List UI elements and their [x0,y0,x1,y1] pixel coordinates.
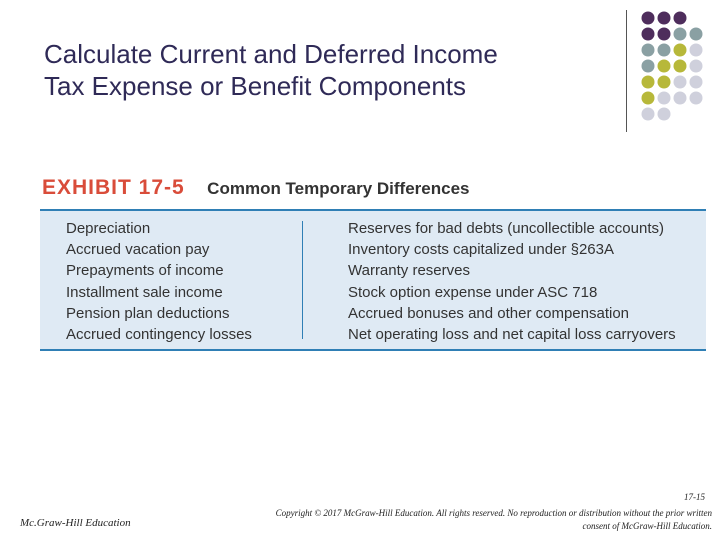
list-item: Net operating loss and net capital loss carryovers [348,326,676,344]
exhibit-body [40,211,706,349]
copyright-line-2: consent of McGraw-Hill Education. [582,521,712,531]
exhibit-title: Common Temporary Differences [207,179,470,198]
decorative-dot [642,92,655,105]
list-item: Prepayments of income [66,262,224,280]
exhibit-table [40,172,706,352]
list-item: Accrued vacation pay [66,241,210,259]
list-item: Accrued contingency losses [66,326,252,344]
decorative-dot [642,60,655,73]
decorative-dot-grid [640,10,720,130]
decorative-dot [690,60,703,73]
page-number: 17-15 [684,492,705,502]
decorative-dot [674,92,687,105]
slide-title [44,38,614,102]
decorative-dot [642,28,655,41]
decorative-dot [658,60,671,73]
list-item: Reserves for bad debts (uncollectible accounts) [348,220,664,237]
decorative-dot [690,76,703,89]
decorative-dot [674,28,687,41]
exhibit-bottom-rule [40,349,706,351]
decorative-dot [642,44,655,57]
decorative-dot [642,12,655,25]
decorative-dot [690,28,703,41]
decorative-dot [658,12,671,25]
decorative-dot [658,44,671,57]
decorative-dot [658,92,671,105]
decorative-dot [690,92,703,105]
decorative-dot [642,108,655,121]
slide-title-line-2: Tax Expense or Benefit Components [44,71,467,101]
list-item: Accrued bonuses and other compensation [348,304,630,322]
list-item: Pension plan deductions [66,304,230,322]
decorative-dot [690,44,703,57]
right-column-list [348,218,676,345]
decorative-vertical-line [626,10,627,132]
left-column-list [66,218,252,345]
decorative-dot [642,76,655,89]
publisher-label: Mc.Graw-Hill Education [20,517,131,529]
column-divider [302,221,303,339]
decorative-dot [674,44,687,57]
list-item: Installment sale income [66,283,223,301]
decorative-dot [658,76,671,89]
list-item: Stock option expense under ASC 718 [348,283,598,301]
decorative-dot [674,60,687,73]
list-item: Inventory costs capitalized under §263A [348,241,614,259]
list-item: Warranty reserves [348,262,470,280]
decorative-dot [658,28,671,41]
exhibit-header [42,176,469,206]
decorative-dot [658,108,671,121]
slide-title-line-1: Calculate Current and Deferred Income [44,39,498,69]
list-item: Depreciation [66,220,151,237]
exhibit-label: EXHIBIT 17-5 [42,176,185,199]
decorative-dot [674,76,687,89]
decorative-dot [674,12,687,25]
copyright-notice [192,507,712,533]
copyright-line-1: Copyright © 2017 McGraw-Hill Education. All rights reserved. No reproduction or distribution without the prior written [275,508,712,518]
